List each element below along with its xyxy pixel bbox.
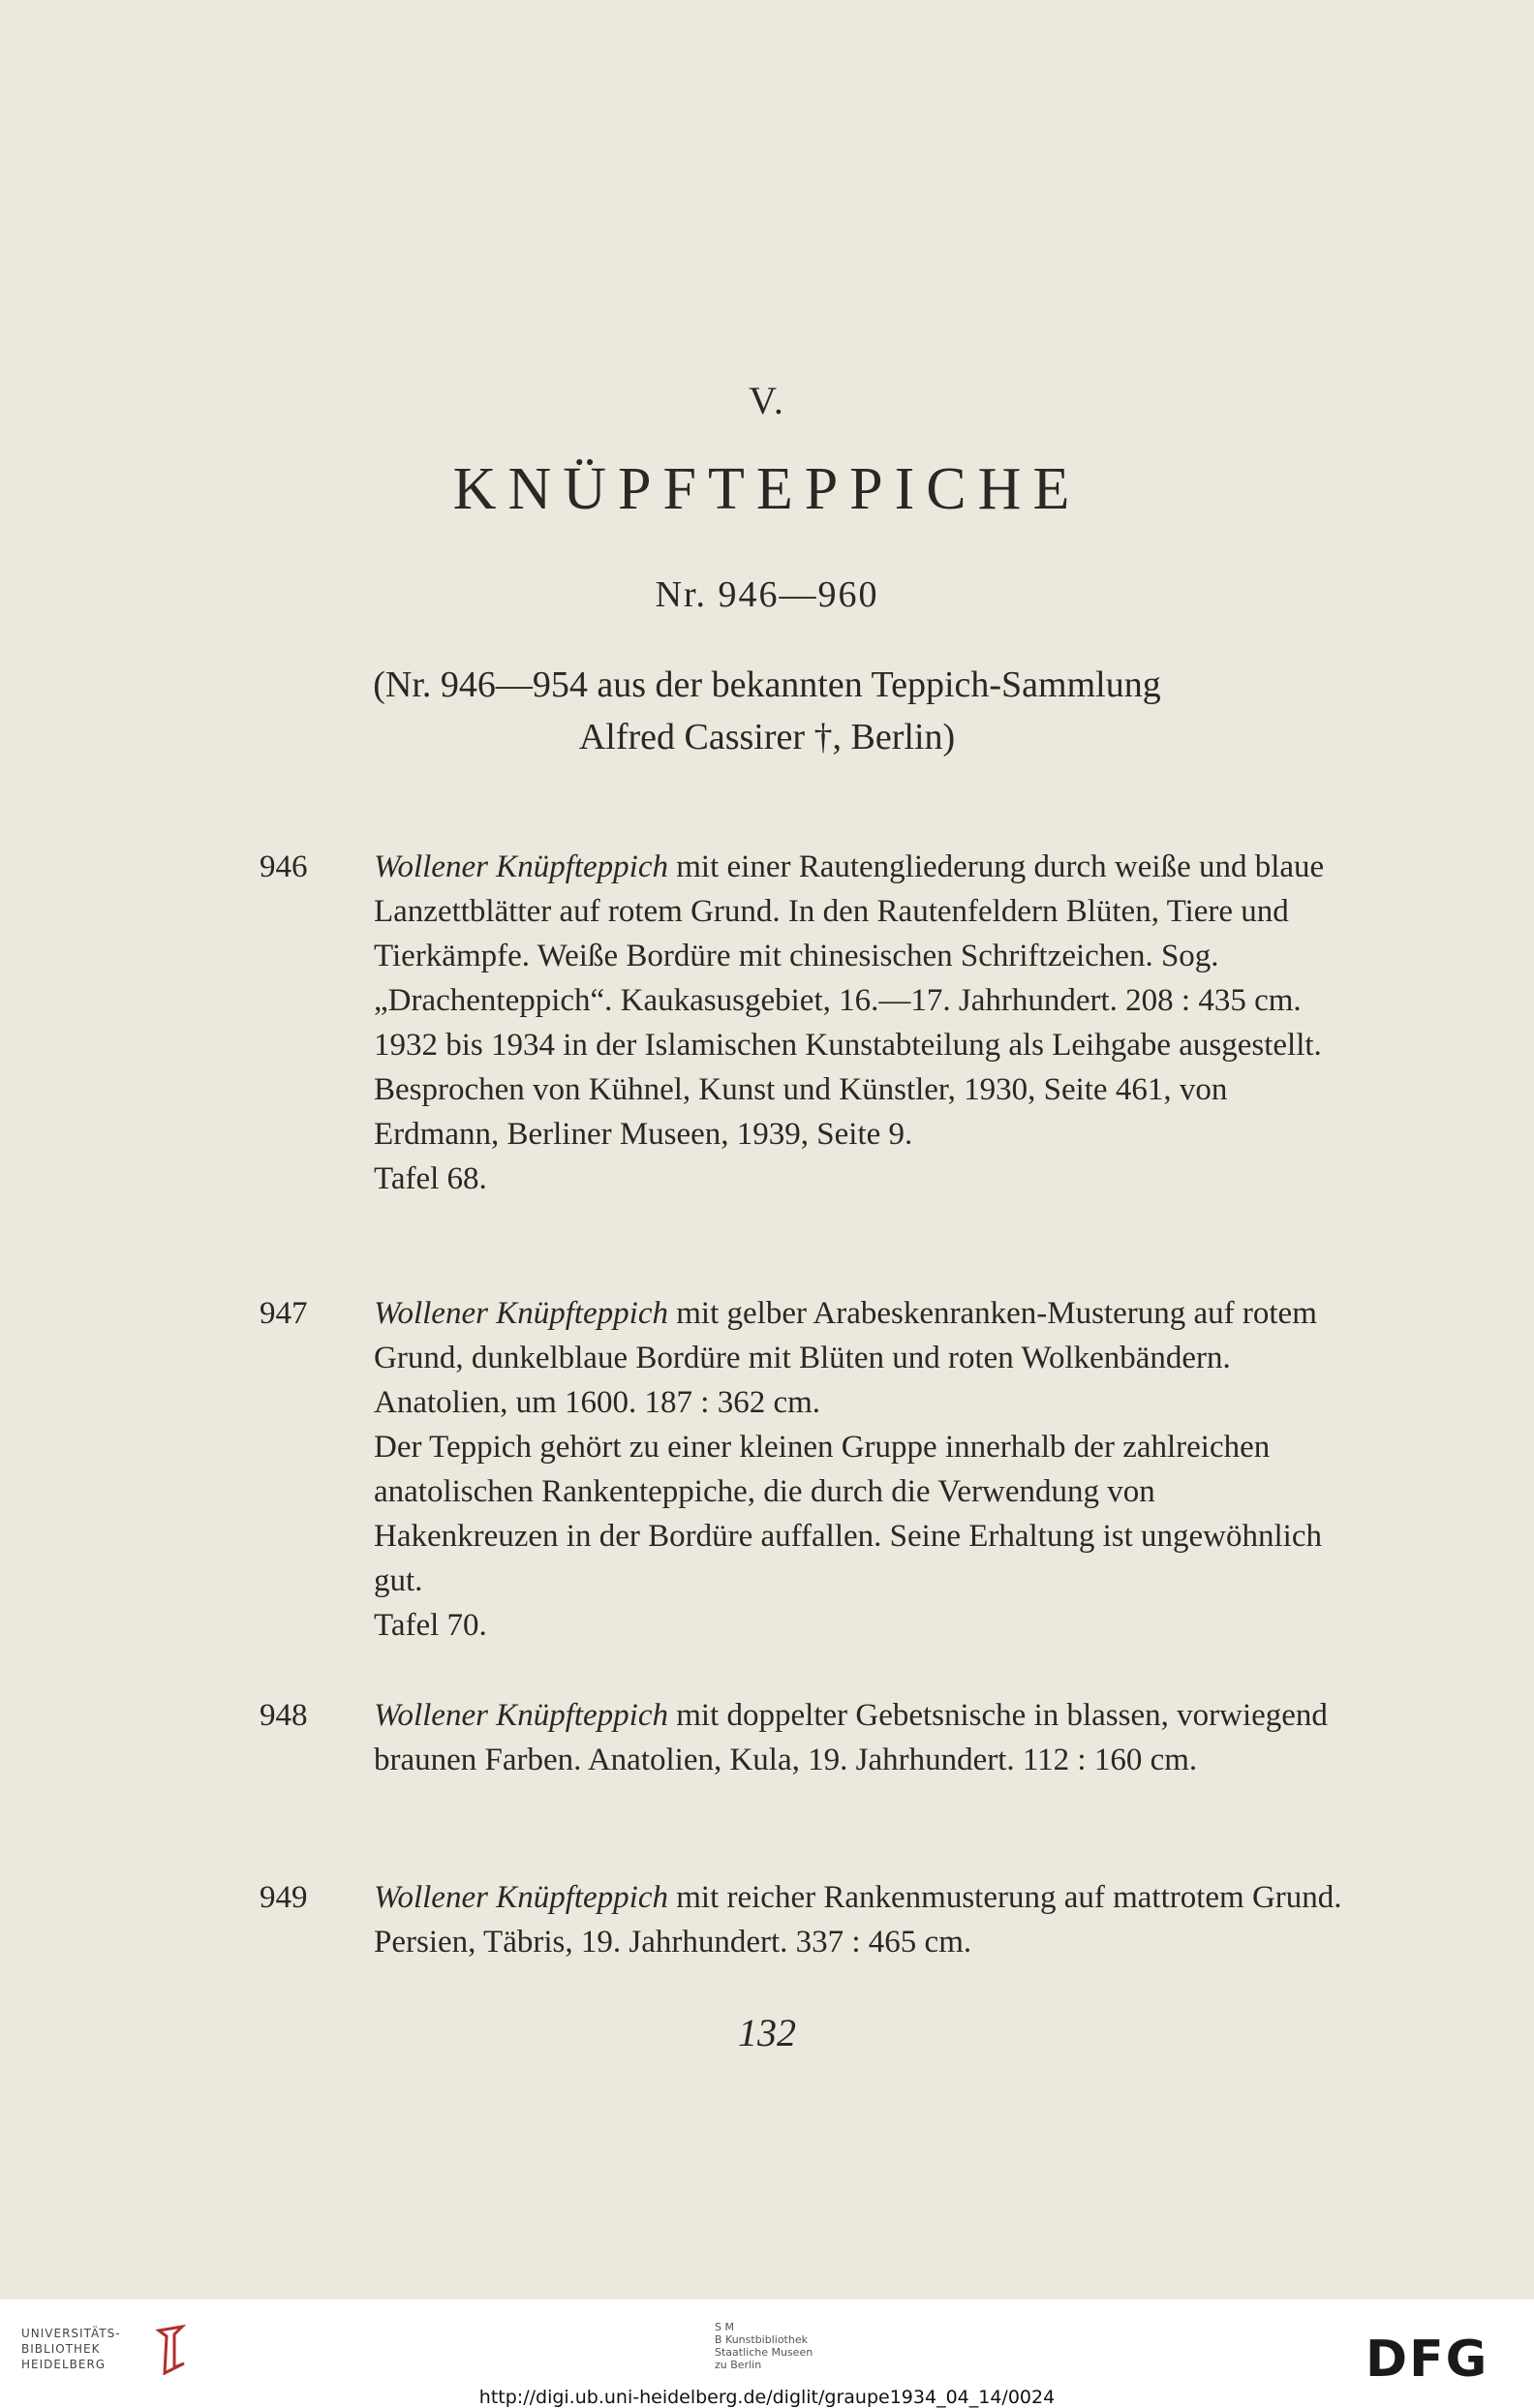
library-stamp (715, 2321, 813, 2371)
collection-note-line: Alfred Cassirer †, Berlin) (578, 717, 956, 757)
entry-description: mit gelber Arabeskenranken-Musterung auf rotem Grund, dunkelblaue Bordüre mit Blüten und roten Wolkenbändern. Anatolien, um 1600. 187 : 362 cm. (374, 1296, 1317, 1420)
catalog-entry (260, 1291, 1344, 1648)
stamp-line: B Kunstbibliothek (715, 2333, 808, 2346)
stamp-line: Staatliche Museen (715, 2346, 813, 2359)
university-library-logo[interactable] (21, 2321, 186, 2389)
viewer-footer (0, 2300, 1534, 2408)
entry-description: mit reicher Rankenmusterung auf mattrotem Grund. Persien, Täbris, 19. Jahrhundert. 337 : 465 cm. (374, 1880, 1342, 1960)
entry-number: 946 (260, 849, 308, 884)
entry-number: 948 (260, 1698, 308, 1733)
catalog-entry (260, 1875, 1344, 1964)
page-number: 132 (738, 2011, 796, 2054)
catalog-entry (260, 1693, 1344, 1782)
entry-note: 1932 bis 1934 in der Islamischen Kunstabteilung als Leihgabe ausgestellt. Besprochen von Kühnel, Kunst und Künstler, 1930, Seite 461, von Erdmann, Berliner Museen, 1939, Seite 9. (374, 1028, 1322, 1152)
university-line: HEIDELBERG (21, 2358, 107, 2371)
entry-title: Wollener Knüpfteppich (374, 849, 668, 884)
dfg-logo[interactable]: DFG (1365, 2331, 1489, 2389)
entry-title: Wollener Knüpfteppich (374, 1880, 668, 1915)
page-url-link[interactable]: http://digi.ub.uni-heidelberg.de/diglit/graupe1934_04_14/0024 (478, 2387, 1056, 2408)
stamp-line: S M (715, 2321, 734, 2333)
entry-plate: Tafel 68. (374, 1161, 487, 1196)
collection-note (0, 659, 1534, 763)
collection-note-line: (Nr. 946—954 aus der bekannten Teppich-Sammlung (373, 664, 1161, 705)
university-line: BIBLIOTHEK (21, 2342, 101, 2356)
entry-number: 947 (260, 1296, 308, 1331)
university-line: UNIVERSITÄTS- (21, 2327, 121, 2340)
entry-description: mit einer Rautengliederung durch weiße und blaue Lanzettblätter auf rotem Grund. In den Rautenfeldern Blüten, Tiere und Tierkämpfe. Weiße Bordüre mit chinesischen Schriftzeichen. Sog. „Drachenteppich“. Kaukasusgebiet, 16.—17. Jahrhundert. 208 : 435 cm. (374, 849, 1325, 1018)
entry-note: Der Teppich gehört zu einer kleinen Gruppe innerhalb der zahlreichen anatolischen Rankenteppiche, die durch die Verwendung von Hakenkreuzen in der Bordüre auffallen. Seine Erhaltung ist ungewöhnlich gut. (374, 1430, 1322, 1598)
entry-title: Wollener Knüpfteppich (374, 1296, 668, 1331)
university-emblem-icon (155, 2325, 188, 2375)
entry-number: 949 (260, 1880, 308, 1915)
stamp-line: zu Berlin (715, 2359, 762, 2371)
number-range: Nr. 946—960 (655, 574, 879, 615)
entry-description: mit doppelter Gebetsnische in blassen, vorwiegend braunen Farben. Anatolien, Kula, 19. Jahrhundert. 112 : 160 cm. (374, 1698, 1328, 1777)
catalog-entry (260, 845, 1344, 1201)
entry-plate: Tafel 70. (374, 1608, 487, 1643)
entry-title: Wollener Knüpfteppich (374, 1698, 668, 1733)
section-title: KNÜPFTEPPICHE (452, 456, 1082, 522)
section-number: V. (749, 379, 785, 422)
